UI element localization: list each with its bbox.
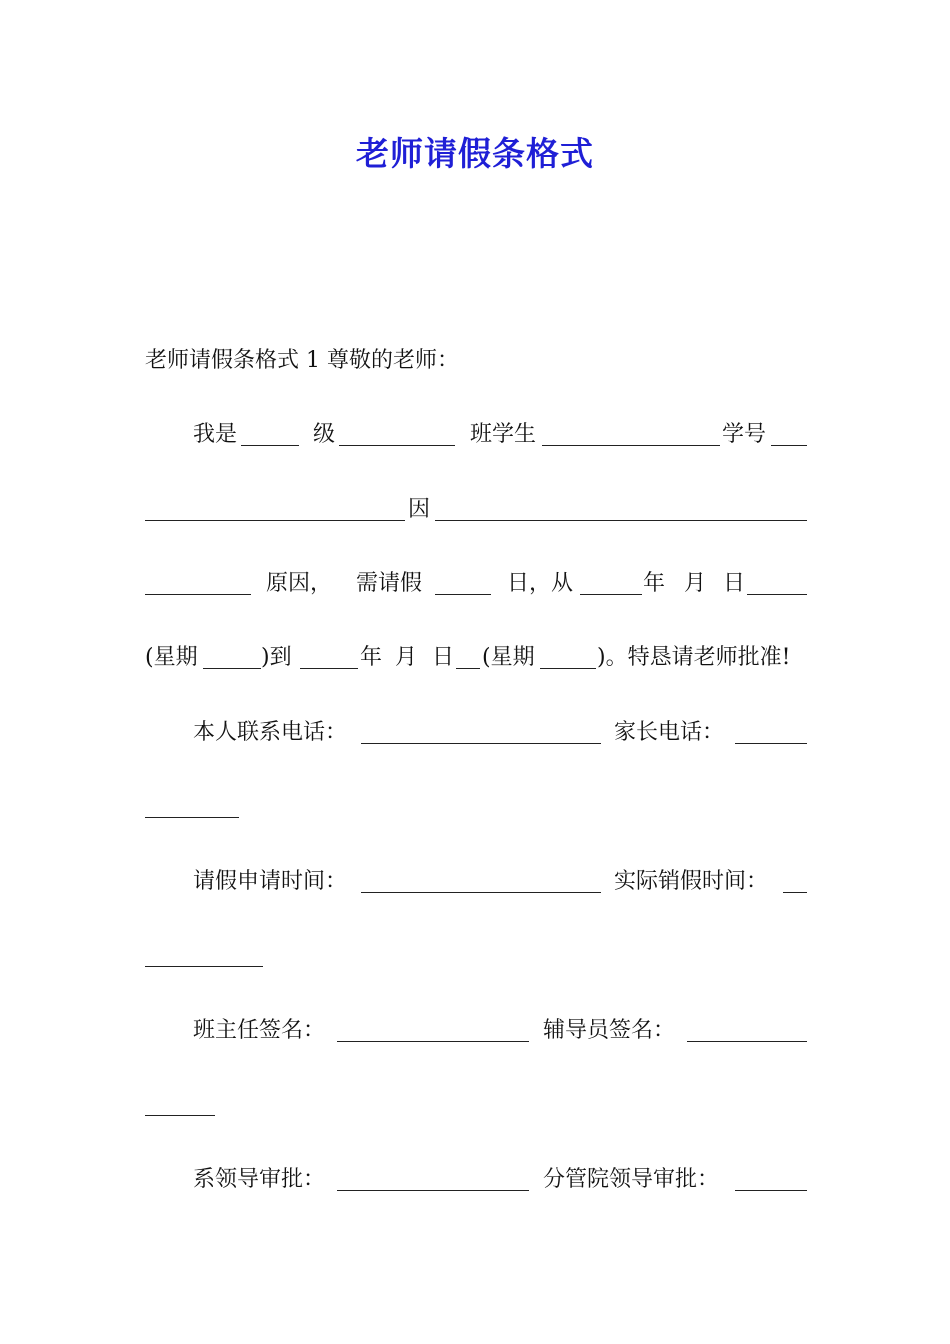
end-month-label: 月 (395, 645, 418, 670)
parent-phone-label: 家长电话： (614, 720, 725, 745)
department-approval-blank[interactable] (337, 1190, 529, 1191)
department-approval-label: 系领导审批： (193, 1167, 326, 1192)
document-title: 老师请假条格式 (356, 134, 594, 173)
approval-request-text: )。特恳请老师批准! (597, 645, 791, 670)
salutation-text: 老师请假条格式 1 尊敬的老师： (145, 348, 459, 373)
return-time-blank-continued[interactable] (145, 966, 263, 967)
leave-dates-line (145, 641, 807, 675)
class-blank[interactable] (339, 445, 455, 446)
start-year-blank[interactable] (580, 594, 642, 595)
college-approval-label: 分管院领导审批： (543, 1167, 720, 1192)
need-leave-label: 需请假 (356, 571, 423, 596)
student-info-line (145, 418, 807, 452)
counselor-signature-blank-continued[interactable] (145, 1115, 215, 1116)
reason-line (145, 493, 807, 527)
student-name-blank[interactable] (542, 445, 720, 446)
days-blank[interactable] (435, 594, 491, 595)
start-year-label: 年 (643, 571, 666, 596)
days-from-label: 日，从 (507, 571, 574, 596)
head-teacher-signature-blank[interactable] (337, 1041, 529, 1042)
time-continue-line (145, 939, 807, 973)
i-am-label: 我是 (193, 422, 238, 447)
end-year-label: 年 (360, 645, 383, 670)
start-month-label: 月 (684, 571, 707, 596)
apply-time-label: 请假申请时间： (193, 869, 348, 894)
end-day-label: 日 (432, 645, 455, 670)
student-id-blank-continued[interactable] (145, 520, 405, 521)
to-label: )到 (261, 645, 292, 670)
signature-continue-line (145, 1088, 807, 1122)
start-weekday-value-blank[interactable] (203, 668, 261, 669)
because-label: 因 (408, 497, 431, 522)
counselor-signature-blank[interactable] (687, 1041, 807, 1042)
student-id-blank[interactable] (771, 445, 807, 446)
student-id-label: 学号 (722, 422, 767, 447)
college-approval-blank[interactable] (735, 1190, 807, 1191)
reason-blank-continued[interactable] (145, 594, 251, 595)
parent-phone-blank[interactable] (735, 743, 807, 744)
approval-line (145, 1163, 807, 1197)
start-weekday-blank[interactable] (747, 594, 807, 595)
weekday-open-label: (星期 (145, 645, 198, 670)
return-time-label: 实际销假时间： (614, 869, 769, 894)
grade-blank[interactable] (241, 445, 299, 446)
time-line (145, 865, 807, 899)
reason-blank[interactable] (435, 520, 807, 521)
self-phone-blank[interactable] (361, 743, 601, 744)
head-teacher-signature-label: 班主任签名： (193, 1018, 326, 1043)
start-day-label: 日 (723, 571, 746, 596)
apply-time-blank[interactable] (361, 892, 601, 893)
grade-label: 级 (313, 422, 336, 447)
contact-line (145, 716, 807, 750)
salutation-line (145, 344, 807, 378)
leave-duration-line (145, 567, 807, 601)
contact-continue-line (145, 790, 807, 824)
self-phone-label: 本人联系电话： (193, 720, 348, 745)
end-year-blank[interactable] (300, 668, 358, 669)
class-student-label: 班学生 (470, 422, 537, 447)
return-time-blank[interactable] (783, 892, 807, 893)
end-day-blank[interactable] (456, 668, 480, 669)
cause-label: 原因， (266, 571, 333, 596)
weekday-open-label-2: (星期 (482, 645, 535, 670)
parent-phone-blank-continued[interactable] (145, 817, 239, 818)
end-weekday-blank[interactable] (540, 668, 596, 669)
signature-line (145, 1014, 807, 1048)
counselor-signature-label: 辅导员签名： (543, 1018, 676, 1043)
